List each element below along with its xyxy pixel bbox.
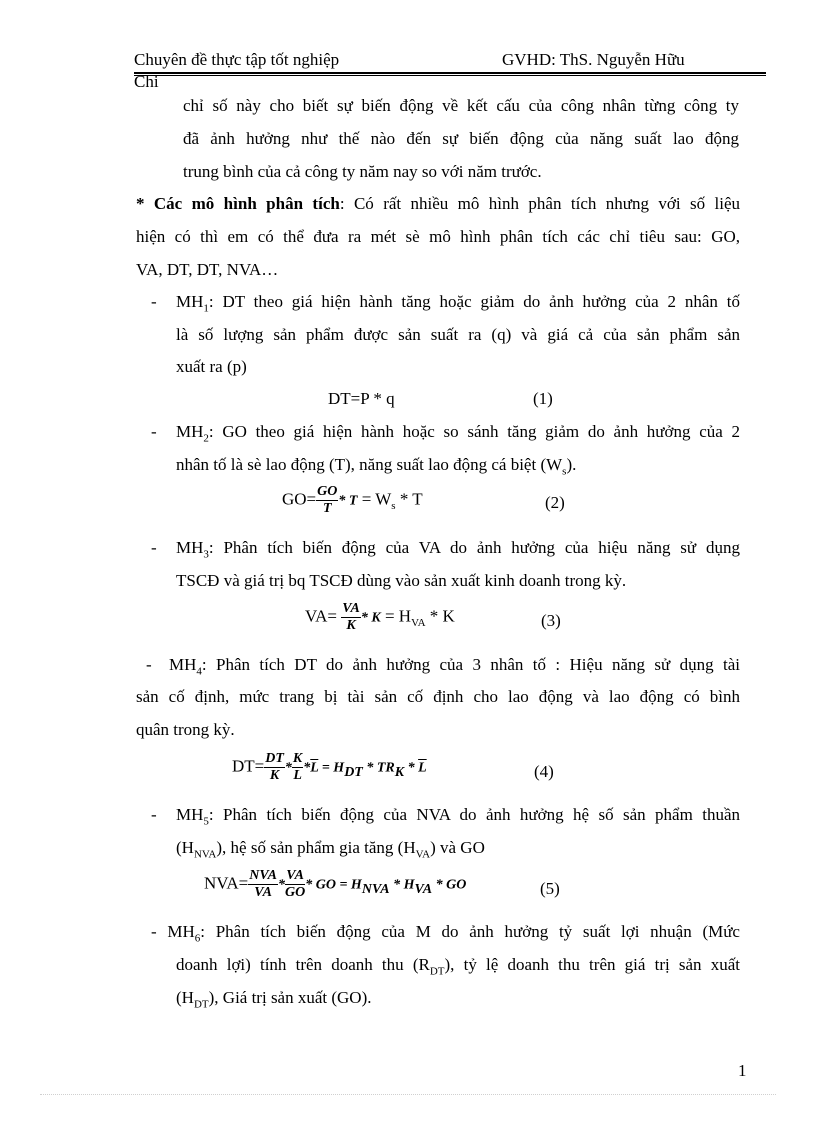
mh5-frac2-den: GO <box>284 885 306 900</box>
mh4-star2: * <box>303 760 311 776</box>
mh2-frac-den: T <box>322 501 332 516</box>
mh5-eq-mid: * GO <box>305 877 336 893</box>
mh3-eq-number: (3) <box>541 611 561 630</box>
mh2-label: MH <box>176 422 204 441</box>
mh2-line2-text: nhân tố là sè lao động (T), năng suất lao động cá biệt (W <box>176 455 563 474</box>
mh1-line2: là số lượng sản phẩm được sản suất ra (q) và giá cả của sản phẩm sản <box>176 325 740 344</box>
para1-line3: trung bình của cả công ty năm nay so với năm trước. <box>183 162 542 181</box>
mh6-line2-sub: DT <box>429 965 445 978</box>
mh5-frac2-num: VA <box>286 868 304 883</box>
header-rule <box>134 72 766 74</box>
mh6-sub: 6 <box>194 932 201 945</box>
mh5-frac1-num: NVA <box>249 868 277 883</box>
mh4-equation <box>232 751 427 784</box>
mh4-eq-right3: * <box>404 760 419 776</box>
page-bottom-border <box>40 1094 776 1095</box>
mh6-line2-a: doanh lợi) tính trên doanh thu (R <box>176 955 430 974</box>
mh5-eq-right: = H <box>335 877 362 893</box>
mh4-eq-right2-sub: K <box>394 764 405 780</box>
mh5-eq-number: (5) <box>540 879 560 898</box>
para2-line2: hiện có thì em có thể đưa ra mét sè mô hình phân tích các chỉ tiêu sau: GO, <box>136 227 740 246</box>
mh5-line2-sub2: VA <box>415 848 431 861</box>
mh2-frac-num: GO <box>317 484 338 499</box>
mh5-sub: 5 <box>203 815 209 828</box>
mh4-line3: quân trong kỳ. <box>136 720 235 739</box>
mh3-eq-right2: * K <box>425 606 455 626</box>
mh5-line1-text: : Phân tích biến động của NVA do ảnh hưởng hệ số sản phẩm thuần <box>208 805 740 824</box>
mh1-line1 <box>176 292 740 314</box>
mh4-lbar: $\overline{L}$ <box>310 760 319 776</box>
mh4-eq-right-sub: DT <box>344 764 363 780</box>
mh6-line1 <box>151 922 740 944</box>
mh5-line2-b: ), hệ số sản phẩm gia tăng (H <box>216 838 416 857</box>
mh5-line1 <box>176 805 740 827</box>
mh5-fraction-1 <box>248 868 278 901</box>
mh4-eq-right: = H <box>318 760 345 776</box>
mh5-star1: * <box>277 877 285 893</box>
mh4-star1: * <box>284 760 292 776</box>
mh1-line3: xuất ra (p) <box>176 357 247 376</box>
mh2-equation <box>282 484 423 517</box>
header-overflow: Chi <box>134 72 159 91</box>
mh5-dash: - <box>151 805 157 824</box>
mh5-line2-c: ) và GO <box>430 838 485 857</box>
mh4-fraction-1 <box>264 751 285 784</box>
mh6-line2 <box>176 955 740 977</box>
mh6-line3-b: ), Giá trị sản xuất (GO). <box>208 988 372 1007</box>
para1-line1: chỉ số này cho biết sự biến động về kết cấu của công nhân từng công ty <box>183 96 739 115</box>
mh1-eq-number: (1) <box>533 389 553 408</box>
mh2-line1 <box>176 422 740 444</box>
mh1-sub: 1 <box>203 302 209 315</box>
header-left: Chuyên đề thực tập tốt nghiệp <box>134 50 340 69</box>
mh4-frac2-den: L <box>293 768 302 783</box>
mh5-line2 <box>176 838 485 860</box>
mh5-label: MH <box>176 805 204 824</box>
mh3-eq-left: VA= <box>305 606 342 626</box>
mh5-fraction-2 <box>285 868 305 901</box>
header-right: GVHD: ThS. Nguyễn Hữu <box>502 50 685 69</box>
mh5-eq-right3: * GO <box>432 877 467 893</box>
mh2-eq-number: (2) <box>545 493 565 512</box>
mh2-line1-text: : GO theo giá hiện hành hoặc so sánh tăng giảm do ảnh hưởng của 2 <box>208 422 740 441</box>
mh3-dash: - <box>151 538 157 557</box>
mh1-dash: - <box>151 292 157 311</box>
mh2-eq-right2: * T <box>395 489 423 509</box>
mh5-frac1-den: VA <box>254 885 272 900</box>
mh6-label: - MH <box>151 922 195 941</box>
mh1-label: MH <box>176 292 204 311</box>
mh5-line2-a: (H <box>176 838 194 857</box>
mh6-line1-text: : Phân tích biến động của M do ảnh hưởng tỷ suất lợi nhuận (Mức <box>200 922 740 941</box>
mh3-sub: 3 <box>203 548 209 561</box>
mh2-line2-sub: s <box>562 465 567 478</box>
section-title: * Các mô hình phân tích <box>136 194 340 213</box>
mh4-eq-right2: * TR <box>362 760 395 776</box>
para2-line3: VA, DT, DT, NVA… <box>136 260 279 279</box>
mh3-frac-den: K <box>346 618 356 633</box>
mh2-line2 <box>176 455 576 477</box>
mh4-label: MH <box>169 655 197 674</box>
mh3-eq-mid: * K <box>360 610 381 626</box>
mh5-eq-left: NVA= <box>204 873 249 893</box>
mh1-equation: DT=P * q <box>328 389 395 408</box>
page-number: 1 <box>738 1061 747 1080</box>
mh6-line2-b: ), tỷ lệ doanh thu trên giá trị sản xuất <box>444 955 740 974</box>
mh3-line1 <box>176 538 740 560</box>
mh4-fraction-2 <box>292 751 303 784</box>
mh4-line1-text: : Phân tích DT do ảnh hưởng của 3 nhân tố : Hiệu năng sử dụng tài <box>201 655 740 674</box>
mh4-eq-left: DT= <box>232 756 265 776</box>
mh6-line3-a: (H <box>176 988 194 1007</box>
para2-line1 <box>136 194 740 214</box>
mh2-eq-left: GO= <box>282 489 317 509</box>
mh4-sub: 4 <box>196 665 202 678</box>
header-rule-thin <box>134 75 766 76</box>
mh2-eq-right: = W <box>361 489 392 509</box>
mh3-line1-text: : Phân tích biến động của VA do ảnh hưởng của hiệu năng sử dụng <box>208 538 740 557</box>
mh2-sub: 2 <box>203 432 209 445</box>
mh3-label: MH <box>176 538 204 557</box>
mh4-frac1-den: K <box>269 768 280 783</box>
mh2-line2-end: ). <box>566 455 577 474</box>
mh4-dash: - <box>146 655 152 674</box>
para2-line1-text: : Có rất nhiều mô hình phân tích nhưng với số liệu <box>339 194 740 213</box>
mh3-frac-num: VA <box>342 601 360 616</box>
mh4-line2: sản cố định, mức trang bị tài sản cố định cho lao động và lao động có bình <box>136 687 740 706</box>
mh5-eq-right2: * H <box>389 877 415 893</box>
mh4-eq-number: (4) <box>534 762 554 781</box>
mh4-frac2-num: K <box>292 751 303 766</box>
mh5-line2-sub1: NVA <box>193 848 217 861</box>
mh4-lbar2: $\overline{L}$ <box>418 760 427 776</box>
mh5-equation <box>204 868 466 901</box>
mh4-frac1-num: DT <box>265 751 284 766</box>
mh3-equation <box>305 601 455 634</box>
mh4-line1 <box>169 655 740 677</box>
mh6-line3-sub: DT <box>193 998 209 1011</box>
mh2-eq-mid: * T <box>338 493 358 509</box>
mh3-eq-right-sub: VA <box>411 616 426 629</box>
mh5-eq-right2-sub: VA <box>414 881 433 897</box>
mh2-dash: - <box>151 422 157 441</box>
mh3-eq-right: = H <box>380 606 412 626</box>
mh1-line1-text: : DT theo giá hiện hành tăng hoặc giảm do ảnh hưởng của 2 nhân tố <box>208 292 740 311</box>
mh3-fraction <box>341 601 361 634</box>
mh5-eq-right-sub: NVA <box>361 881 390 897</box>
mh6-line3 <box>176 988 372 1010</box>
mh2-eq-right-sub: s <box>391 499 396 512</box>
para1-line2: đã ảnh hưởng như thế nào đến sự biến động của năng suất lao động <box>183 129 739 148</box>
mh3-line2: TSCĐ và giá trị bq TSCĐ dùng vào sản xuất kinh doanh trong kỳ. <box>176 571 627 590</box>
mh2-fraction <box>316 484 338 517</box>
